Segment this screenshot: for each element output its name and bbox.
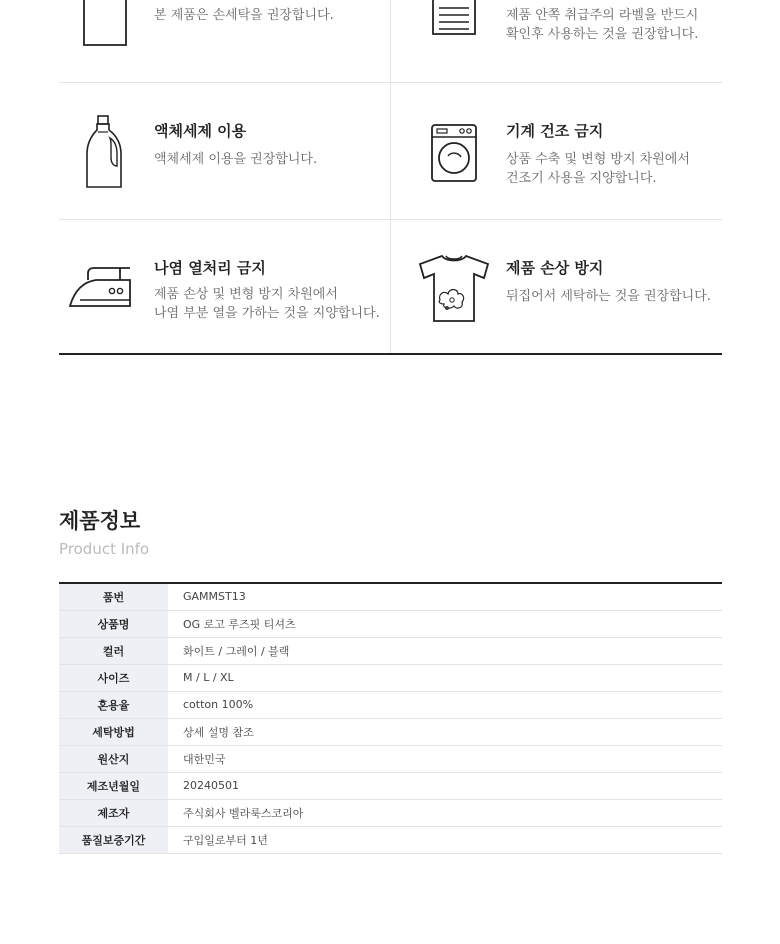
row-value: 20240501	[168, 772, 722, 799]
table-row	[59, 799, 722, 826]
table-row	[59, 772, 722, 799]
row-value: 주식회사 벨라룩스코리아	[168, 799, 722, 826]
care-title: 나염 열처리 금지	[154, 259, 266, 277]
product-info-table	[59, 582, 722, 854]
care-title: 제품 손상 방지	[506, 259, 604, 277]
row-key: 세탁방법	[59, 718, 168, 745]
row-value: M / L / XL	[168, 664, 722, 691]
iron-icon	[68, 266, 134, 310]
care-title: 액체세제 이용	[154, 122, 247, 140]
row-key: 혼용율	[59, 691, 168, 718]
table-row	[59, 745, 722, 772]
row-key: 품질보증기간	[59, 826, 168, 853]
row-value: OG 로고 루즈핏 티셔츠	[168, 610, 722, 637]
care-desc-line: 상품 수축 및 변형 방지 차원에서	[506, 152, 690, 167]
care-item-no-print-heat	[59, 220, 390, 353]
care-label-icon	[431, 0, 479, 40]
care-instructions-grid	[59, 0, 722, 355]
washing-machine-icon	[430, 123, 478, 183]
table-row	[59, 664, 722, 691]
care-row-1	[59, 0, 722, 83]
care-desc-line: 액체세제 이용을 권장합니다.	[154, 152, 318, 167]
row-value: 화이트 / 그레이 / 블랙	[168, 637, 722, 664]
table-row	[59, 691, 722, 718]
row-key: 품번	[59, 583, 168, 610]
care-desc-line: 건조기 사용을 지양합니다.	[506, 171, 657, 186]
care-item-damage-prevention	[391, 220, 722, 353]
care-desc-line: 제품 안쪽 취급주의 라벨을 반드시	[506, 8, 699, 23]
product-info-subtitle: Product Info	[59, 540, 150, 558]
table-row	[59, 637, 722, 664]
table-row	[59, 610, 722, 637]
care-item-care-label	[391, 0, 722, 82]
product-info-title: 제품정보	[59, 509, 141, 533]
care-item-liquid-detergent	[59, 83, 390, 219]
care-desc-line: 확인후 사용하는 것을 권장합니다.	[506, 27, 699, 42]
care-item-hand-wash	[59, 0, 390, 82]
care-title: 기계 건조 금지	[506, 122, 604, 140]
care-row-3	[59, 220, 722, 353]
row-key: 상품명	[59, 610, 168, 637]
row-key: 제조년월일	[59, 772, 168, 799]
row-key: 원산지	[59, 745, 168, 772]
hand-wash-icon	[81, 0, 129, 48]
care-item-no-machine-dry	[391, 83, 722, 219]
care-desc-line: 제품 손상 및 변형 방지 차원에서	[154, 287, 338, 302]
care-row-2	[59, 83, 722, 220]
table-row	[59, 583, 722, 610]
row-value: 대한민국	[168, 745, 722, 772]
care-desc-line: 뒤집어서 세탁하는 것을 권장합니다.	[506, 289, 711, 304]
table-row	[59, 718, 722, 745]
care-desc-line: 나염 부분 열을 가하는 것을 지양합니다.	[154, 306, 380, 321]
row-value: 상세 설명 참조	[168, 718, 722, 745]
row-key: 사이즈	[59, 664, 168, 691]
liquid-detergent-icon	[84, 114, 124, 190]
row-value: cotton 100%	[168, 691, 722, 718]
row-key: 제조자	[59, 799, 168, 826]
table-row	[59, 826, 722, 853]
care-desc-line: 본 제품은 손세탁을 권장합니다.	[154, 8, 334, 23]
row-value: GAMMST13	[168, 583, 722, 610]
row-key: 컬러	[59, 637, 168, 664]
row-value: 구입일로부터 1년	[168, 826, 722, 853]
tshirt-icon	[418, 254, 490, 324]
